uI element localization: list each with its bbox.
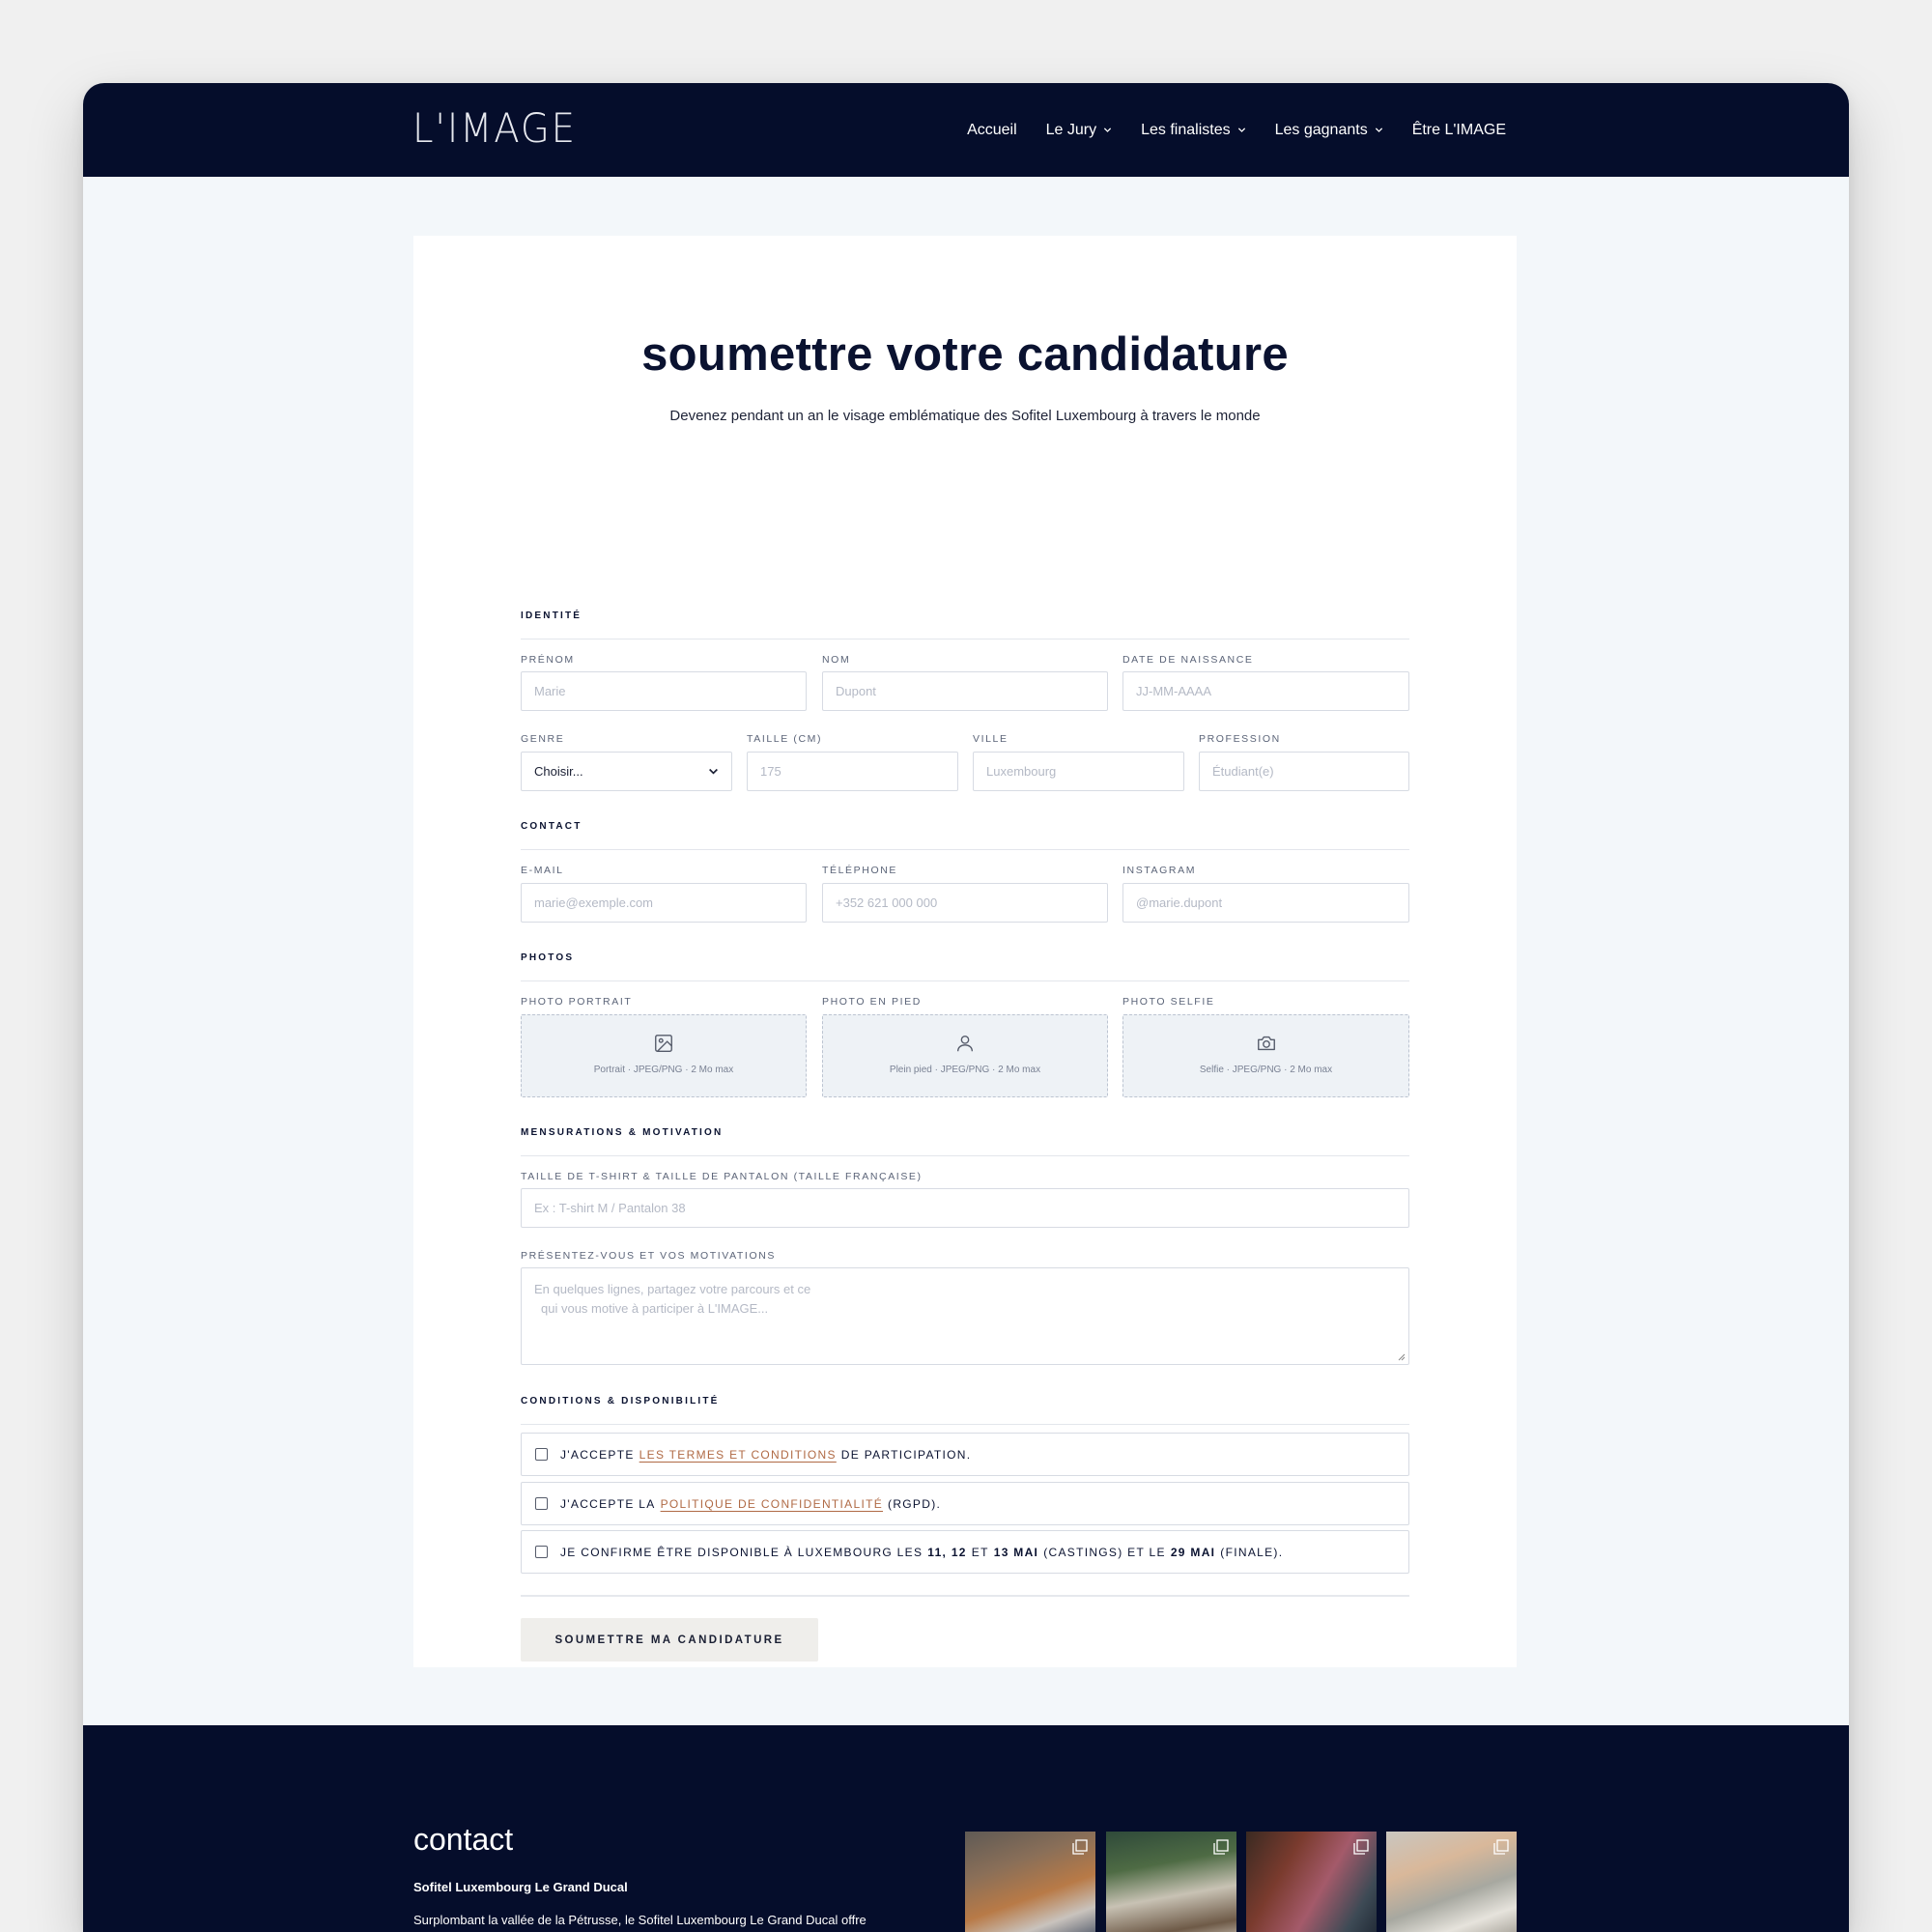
sizes-input[interactable]: Ex : T-shirt M / Pantalon 38: [521, 1188, 1409, 1228]
profession-input[interactable]: Étudiant(e): [1199, 752, 1409, 791]
application-card: [413, 236, 1517, 1667]
footer-hotel-name: Sofitel Luxembourg Le Grand Ducal: [413, 1880, 628, 1894]
instagram-photo[interactable]: [1386, 1832, 1517, 1932]
phone-label: TÉLÉPHONE: [822, 865, 897, 876]
privacy-text-pre: J'ACCEPTE LA: [560, 1496, 656, 1511]
chevron-down-icon: [1237, 126, 1246, 134]
availability-row[interactable]: [521, 1530, 1409, 1574]
terms-text-pre: J'ACCEPTE: [560, 1447, 635, 1462]
genre-label: GENRE: [521, 733, 565, 745]
section-conditions: CONDITIONS & DISPONIBILITÉ: [521, 1396, 1409, 1425]
motivation-textarea[interactable]: [521, 1267, 1409, 1365]
motivation-placeholder-line2: qui vous motive à participer à L'IMAGE...: [541, 1301, 769, 1316]
prenom-label: PRÉNOM: [521, 654, 575, 666]
privacy-text-post: (RGPD).: [888, 1496, 942, 1511]
privacy-row[interactable]: [521, 1482, 1409, 1525]
site-logo[interactable]: L'IMAGE: [412, 104, 577, 152]
upload-hint: Portrait · JPEG/PNG · 2 Mo max: [593, 1065, 734, 1075]
availability-text-post: (FINALE).: [1220, 1545, 1284, 1559]
nav-label: Les gagnants: [1274, 121, 1368, 138]
genre-select-value: Choisir...: [534, 764, 583, 779]
browser-window: [83, 83, 1849, 1932]
gallery-icon: [1353, 1839, 1369, 1855]
instagram-photo[interactable]: [1246, 1832, 1377, 1932]
nav-accueil[interactable]: [967, 122, 1017, 139]
photo-selfie-label: PHOTO SELFIE: [1122, 996, 1215, 1008]
email-label: E-MAIL: [521, 865, 564, 876]
page-title: soumettre votre candidature: [641, 328, 1289, 381]
photo-portrait-label: PHOTO PORTRAIT: [521, 996, 633, 1008]
phone-input[interactable]: +352 621 000 000: [822, 883, 1108, 923]
photo-pied-label: PHOTO EN PIED: [822, 996, 922, 1008]
email-input[interactable]: marie@exemple.com: [521, 883, 807, 923]
sizes-label: TAILLE DE T-SHIRT & TAILLE DE PANTALON (TAILLE FRANÇAISE): [521, 1171, 923, 1182]
motivation-placeholder-line1: En quelques lignes, partagez votre parcours et ce: [534, 1282, 811, 1296]
ville-label: VILLE: [973, 733, 1009, 745]
page-subtitle: Devenez pendant un an le visage emblématique des Sofitel Luxembourg à travers le monde: [669, 408, 1261, 424]
instagram-input[interactable]: @marie.dupont: [1122, 883, 1409, 923]
gallery-icon: [1493, 1839, 1509, 1855]
image-icon: [653, 1033, 674, 1054]
upload-hint: Plein pied · JPEG/PNG · 2 Mo max: [889, 1065, 1041, 1075]
section-photos: PHOTOS: [521, 952, 1409, 981]
main-nav: [967, 83, 1506, 177]
instagram-label: INSTAGRAM: [1122, 865, 1197, 876]
privacy-link[interactable]: POLITIQUE DE CONFIDENTIALITÉ: [660, 1496, 884, 1511]
nav-les-gagnants[interactable]: [1275, 122, 1383, 139]
user-icon: [954, 1033, 976, 1054]
nav-label: Les finalistes: [1141, 121, 1231, 138]
instagram-photo[interactable]: [965, 1832, 1095, 1932]
photo-pied-upload[interactable]: [822, 1014, 1108, 1097]
nav-label: Être L'IMAGE: [1411, 121, 1506, 138]
profession-label: PROFESSION: [1199, 733, 1281, 745]
nom-label: NOM: [822, 654, 851, 666]
dob-input[interactable]: JJ-MM-AAAA: [1122, 671, 1409, 711]
nom-input[interactable]: Dupont: [822, 671, 1108, 711]
nav-les-finalistes[interactable]: [1141, 122, 1246, 139]
upload-hint: Selfie · JPEG/PNG · 2 Mo max: [1199, 1065, 1333, 1075]
chevron-down-icon: [1375, 126, 1383, 134]
section-contact: CONTACT: [521, 821, 1409, 850]
site-header: [83, 83, 1849, 177]
availability-text-mid1: ET: [971, 1545, 989, 1559]
submit-button[interactable]: SOUMETTRE MA CANDIDATURE: [521, 1618, 818, 1662]
privacy-checkbox[interactable]: [535, 1497, 548, 1510]
taille-input[interactable]: 175: [747, 752, 958, 791]
nav-etre-limage[interactable]: [1412, 122, 1506, 139]
ville-input[interactable]: Luxembourg: [973, 752, 1184, 791]
terms-row[interactable]: [521, 1433, 1409, 1476]
prenom-input[interactable]: Marie: [521, 671, 807, 711]
section-identite: IDENTITÉ: [521, 611, 1409, 639]
photo-portrait-upload[interactable]: [521, 1014, 807, 1097]
nav-le-jury[interactable]: [1046, 122, 1112, 139]
taille-label: TAILLE (CM): [747, 733, 823, 745]
availability-dates-3: 29 MAI: [1170, 1545, 1216, 1559]
site-footer: [83, 1725, 1849, 1932]
chevron-down-icon: [1103, 126, 1112, 134]
gallery-icon: [1072, 1839, 1088, 1855]
motivation-label: PRÉSENTEZ-VOUS ET VOS MOTIVATIONS: [521, 1250, 776, 1262]
availability-dates-1: 11, 12: [927, 1545, 967, 1559]
availability-text-mid2: (CASTINGS) ET LE: [1043, 1545, 1166, 1559]
photo-selfie-upload[interactable]: [1122, 1014, 1409, 1097]
footer-title: contact: [413, 1822, 514, 1857]
genre-select[interactable]: [521, 752, 732, 791]
section-mensurations: MENSURATIONS & MOTIVATION: [521, 1127, 1409, 1156]
form-divider: [521, 1595, 1409, 1597]
nav-label: Accueil: [967, 121, 1017, 138]
terms-text-post: DE PARTICIPATION.: [840, 1447, 972, 1462]
availability-text-pre: JE CONFIRME ÊTRE DISPONIBLE À LUXEMBOURG LES: [560, 1545, 923, 1559]
instagram-photo[interactable]: [1106, 1832, 1236, 1932]
resize-grip-icon[interactable]: [1398, 1353, 1406, 1361]
camera-icon: [1256, 1033, 1277, 1054]
availability-dates-2: 13 MAI: [993, 1545, 1039, 1559]
terms-link[interactable]: LES TERMES ET CONDITIONS: [639, 1447, 837, 1462]
nav-label: Le Jury: [1045, 121, 1097, 138]
availability-checkbox[interactable]: [535, 1546, 548, 1558]
chevron-down-icon: [708, 766, 719, 777]
terms-checkbox[interactable]: [535, 1448, 548, 1461]
dob-label: DATE DE NAISSANCE: [1122, 654, 1254, 666]
footer-description: Surplombant la vallée de la Pétrusse, le Sofitel Luxembourg Le Grand Ducal offre: [413, 1913, 867, 1927]
gallery-icon: [1213, 1839, 1229, 1855]
